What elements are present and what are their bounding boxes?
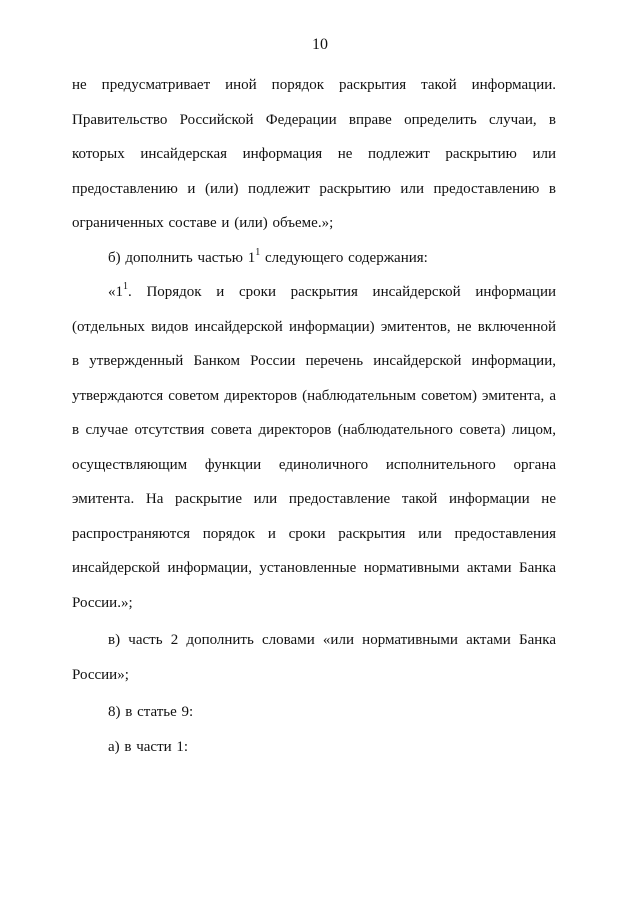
paragraph-article-9: 8) в статье 9: — [108, 704, 194, 720]
amendment-b-superscript: 1 — [255, 246, 261, 258]
document-body — [72, 68, 556, 764]
page-number: 10 — [312, 36, 328, 53]
paragraph-part-1-1 — [72, 275, 556, 620]
paragraph-amendment-v: в) часть 2 дополнить словами «или нормативными актами Банка России»; — [72, 632, 556, 683]
part-1-1-number: «1 — [108, 284, 123, 300]
amendment-b-text-start: б) дополнить частью 1 — [108, 249, 256, 266]
paragraph-continuation: не предусматривает иной порядок раскрытия такой информации. Правительство Российской Федерации вправе определить случаи, в которых инсайдерская информация не подлежит раскрытию или предоставлению и (или) подлежит раскрытию или предоставлению в ограниченных составе и (или) объеме.»; — [72, 77, 556, 231]
paragraph-part-1: а) в части 1: — [108, 738, 189, 755]
paragraph-amendment-b — [72, 241, 556, 276]
amendment-b-text-end: следующего содержания: — [260, 249, 428, 266]
part-1-1-superscript: 1 — [123, 281, 128, 292]
part-1-1-text: . Порядок и сроки раскрытия инсайдерской информации (отдельных видов инсайдерской информации) эмитентов, не включенной в утвержденный Банком России перечень инсайдерской информации, утверждаются советом директоров (наблюдательным советом) эмитента, а в случае отсутствия совета директоров (наблюдательного совета) лицом, осуществляющим функции единоличного исполнительного органа эмитента. На раскрытие или предоставление такой информации не распространяются порядок и сроки раскрытия или предоставления инсайдерской информации, установленные нормативными актами Банка России.»; — [72, 284, 556, 611]
